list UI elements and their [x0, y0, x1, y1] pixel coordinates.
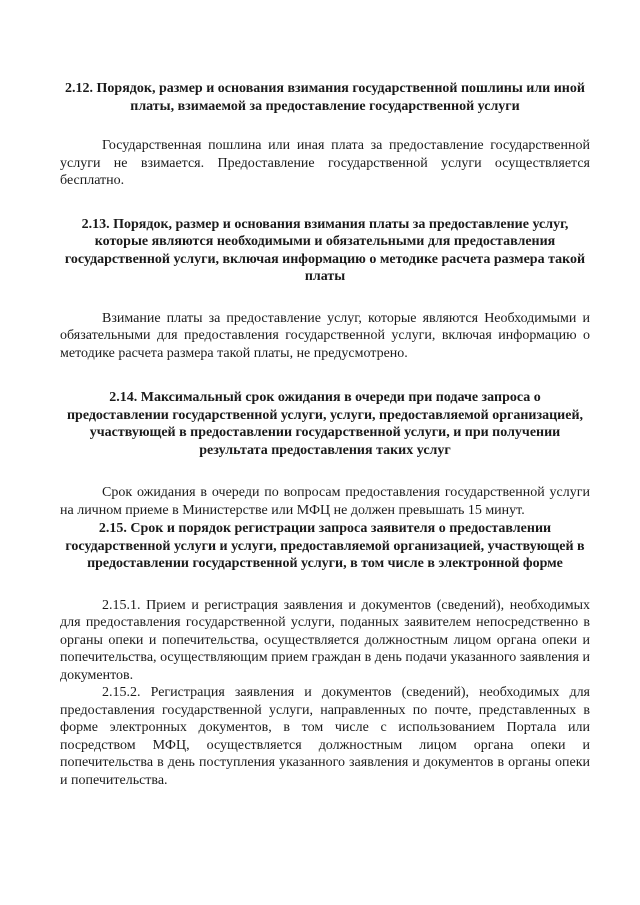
section-2-13-text: Взимание платы за предоставление услуг, которые являются Необходимыми и обязательными для предоставления государственной услуги, включая информацию о методике расчета размера такой платы, не предусмотрено. [60, 310, 590, 361]
section-2-14-heading: 2.14. Максимальный срок ожидания в очереди при подаче запроса о предоставлении государственной услуги, услуги, предоставляемой организацией, участвующей в предоставлении государственной услуги, и при получении результата предоставления таких услуг [66, 390, 584, 458]
section-2-12-text: Государственная пошлина или иная плата за предоставление государственной услуги не взимается. Предоставление государственной услуги осуществляется бесплатно. [60, 138, 590, 188]
section-2-14-text: Срок ожидания в очереди по вопросам предоставления государственной услуги на личном приеме в Министерстве или МФЦ не должен превышать 15 минут. [60, 485, 590, 518]
section-2-15-1-text: 2.15.1. Прием и регистрация заявления и документов (сведений), необходимых для предоставления государственной услуги, поданных заявителем непосредственно в органы опеки и попечительства, осуществляется должностным лицом органа опеки и попечительства, осуществляющим прием граждан в день подачи указанного заявления и документов. [60, 597, 590, 683]
section-2-12-heading: 2.12. Порядок, размер и основания взимания государственной пошлины или иной платы, взимаемой за предоставление государственной услуги [65, 81, 585, 114]
section-2-15-2-text: 2.15.2. Регистрация заявления и документов (сведений), необходимых для предоставления государственной услуги, направленных по почте, представленных в форме электронных документов, в том числе с использованием Портала или посредством МФЦ, осуществляется должностным лицом органа опеки и попечительства в день поступления указанного заявления и документов в органы опеки и попечительства. [60, 685, 590, 788]
document-page [60, 72, 590, 789]
section-2-15-heading: 2.15. Срок и порядок регистрации запроса заявителя о предоставлении государственной услуги и услуги, предоставляемой организацией, участвующей в предоставлении государственной услуги, в том числе в электронной форме [65, 521, 585, 571]
section-2-13-heading: 2.13. Порядок, размер и основания взимания платы за предоставление услуг, которые являются необходимыми и обязательными для предоставления государственной услуги, включая информацию о методике расчета размера такой платы [64, 216, 586, 284]
